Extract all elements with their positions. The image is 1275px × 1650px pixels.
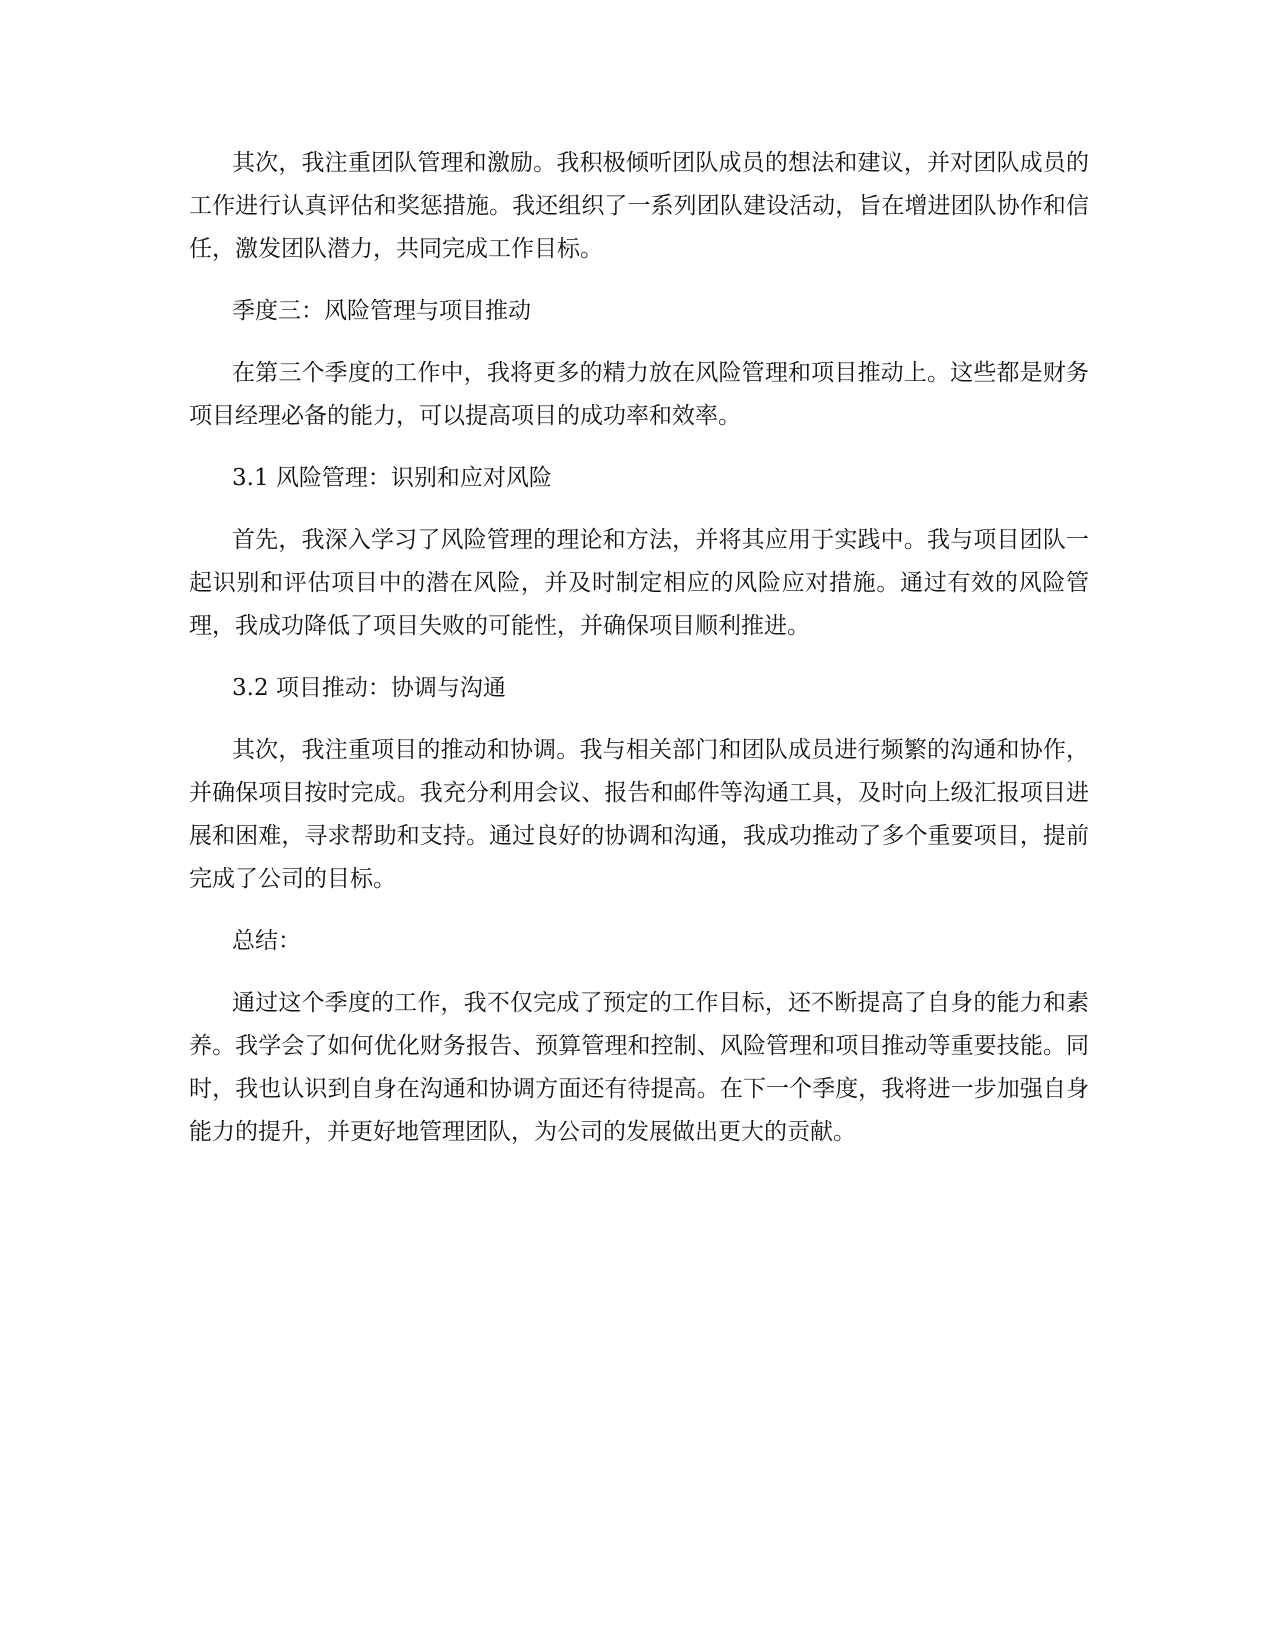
heading-quarter-three: 季度三：风险管理与项目推动 xyxy=(232,298,531,324)
paragraph-summary: 通过这个季度的工作，我不仅完成了预定的工作目标，还不断提高了自身的能力和素养。我学会了如何优化财务报告、预算管理和控制、风险管理和项目推动等重要技能。同时，我也认识到自身在沟通和协调方面还有待提高。在下一个季度，我将进一步加强自身能力的提升，并更好地管理团队，为公司的发展做出更大的贡献。 xyxy=(189,990,1089,1145)
paragraph-project-promotion: 其次，我注重项目的推动和协调。我与相关部门和团队成员进行频繁的沟通和协作，并确保项目按时完成。我充分利用会议、报告和邮件等沟通工具，及时向上级汇报项目进展和困难，寻求帮助和支持。通过良好的协调和沟通，我成功推动了多个重要项目，提前完成了公司的目标。 xyxy=(189,737,1089,892)
heading-summary: 总结： xyxy=(232,928,301,954)
heading-3-2: 3.2 项目推动：协调与沟通 xyxy=(232,675,506,701)
document-body xyxy=(189,142,1089,1173)
paragraph-team-management: 其次，我注重团队管理和激励。我积极倾听团队成员的想法和建议，并对团队成员的工作进行认真评估和奖惩措施。我还组织了一系列团队建设活动，旨在增进团队协作和信任，激发团队潜力，共同完成工作目标。 xyxy=(189,150,1089,262)
paragraph-risk-management: 首先，我深入学习了风险管理的理论和方法，并将其应用于实践中。我与项目团队一起识别和评估项目中的潜在风险，并及时制定相应的风险应对措施。通过有效的风险管理，我成功降低了项目失败的可能性，并确保项目顺利推进。 xyxy=(189,527,1089,639)
paragraph-quarter-three-intro: 在第三个季度的工作中，我将更多的精力放在风险管理和项目推动上。这些都是财务项目经理必备的能力，可以提高项目的成功率和效率。 xyxy=(189,360,1089,429)
heading-3-1: 3.1 风险管理：识别和应对风险 xyxy=(232,465,552,491)
